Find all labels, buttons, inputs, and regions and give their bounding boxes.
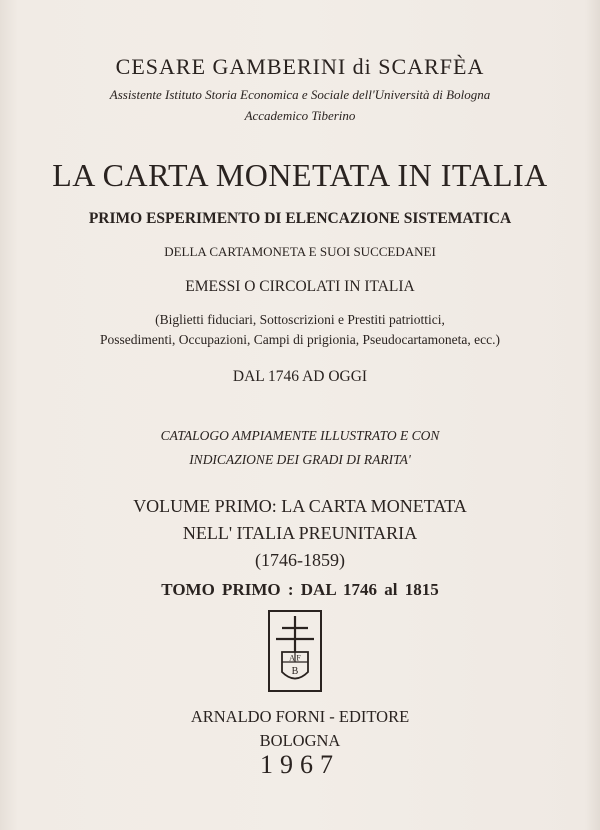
author-academy: Accademico Tiberino <box>244 108 356 123</box>
publisher-city: BOLOGNA <box>259 731 341 750</box>
volume-line-1: VOLUME PRIMO: LA CARTA MONETATA <box>133 496 467 516</box>
subtitle-line-3: EMESSI O CIRCOLATI IN ITALIA <box>185 278 415 295</box>
catalog-line-1: CATALOGO AMPIAMENTE ILLUSTRATO E CON <box>160 428 440 443</box>
publication-year: 1967 <box>260 750 340 779</box>
parenthetical-line-2: Possedimenti, Occupazioni, Campi di prigionia, Pseudocartamoneta, ecc.) <box>99 332 501 347</box>
emblem-letter-bottom: B <box>291 666 299 677</box>
author-role: Assistente Istituto Storia Economica e Sociale dell'Università di Bologna <box>109 87 491 102</box>
subtitle-line-2: DELLA CARTAMONETA E SUOI SUCCEDANEI <box>164 244 436 259</box>
catalog-line-2: INDICAZIONE DEI GRADI DI RARITA' <box>189 452 411 467</box>
emblem-letters-top: A F <box>289 653 301 663</box>
book-title: LA CARTA MONETATA IN ITALIA <box>52 157 548 193</box>
tomo-line: TOMO PRIMO : DAL 1746 al 1815 <box>161 580 439 599</box>
volume-years: (1746-1859) <box>255 550 345 570</box>
parenthetical-line-1: (Biglietti fiduciari, Sottoscrizioni e Prestiti patriottici, <box>155 312 445 327</box>
cross-shield-icon <box>270 612 320 690</box>
subtitle-line-1: PRIMO ESPERIMENTO DI ELENCAZIONE SISTEMATICA <box>88 210 512 227</box>
author-name: CESARE GAMBERINI di SCARFÈA <box>115 54 485 79</box>
publisher-emblem-icon <box>268 610 322 692</box>
publisher-name: ARNALDO FORNI - EDITORE <box>190 707 410 726</box>
date-range: DAL 1746 AD OGGI <box>232 368 368 385</box>
volume-line-2: NELL' ITALIA PREUNITARIA <box>182 523 418 543</box>
